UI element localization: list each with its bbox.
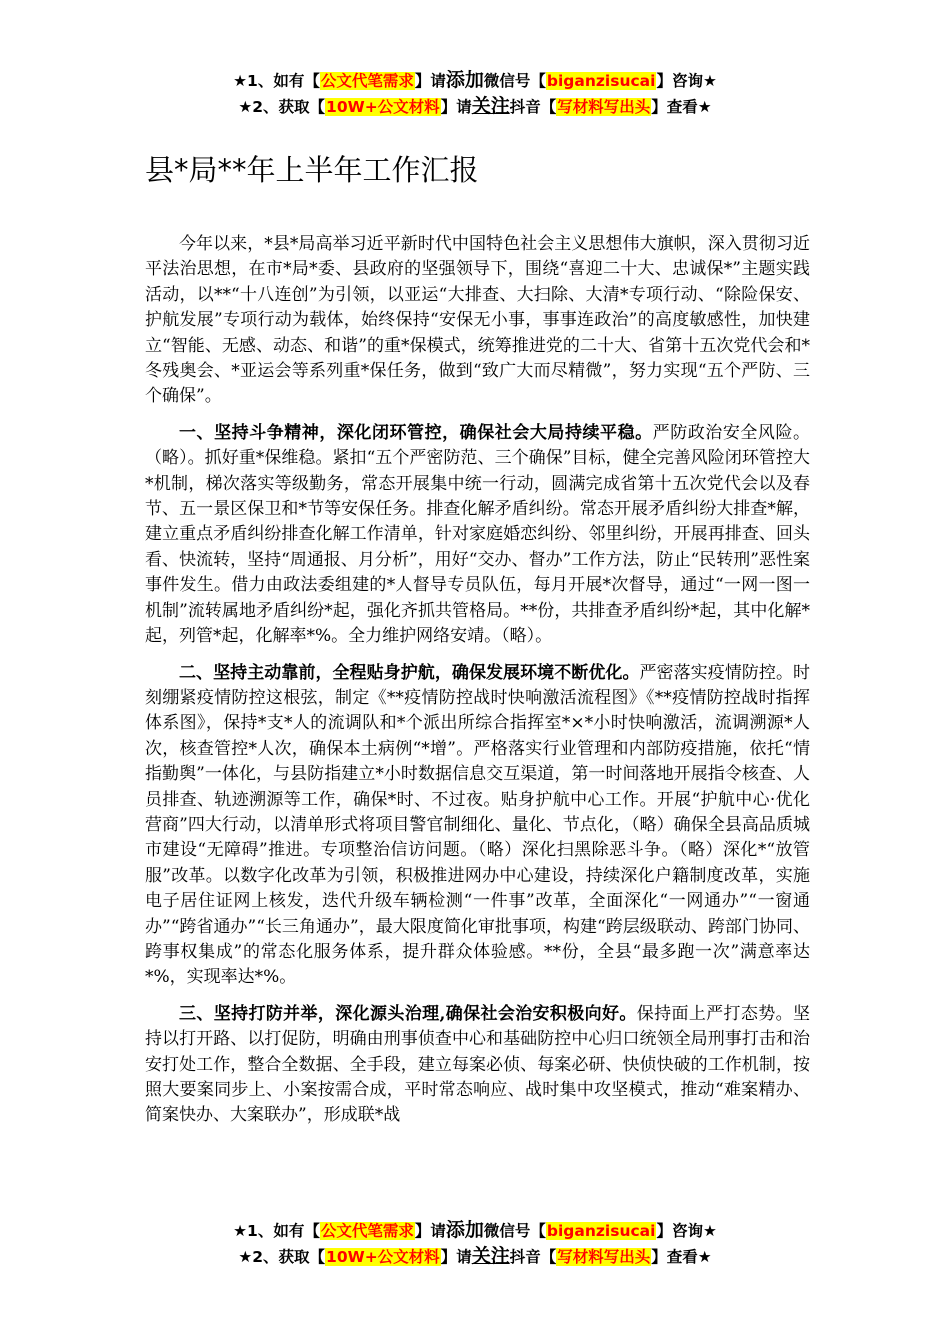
promo-text: 】请: [440, 98, 472, 116]
promo-text: ★1、如有【: [233, 1222, 320, 1240]
promo-text: 】咨询★: [656, 72, 717, 90]
promo-line-1: [0, 1218, 950, 1244]
document-title: 县*局**年上半年工作汇报: [145, 153, 479, 187]
promo-line-2: [0, 94, 950, 120]
section-1-heading: 一、坚持斗争精神，深化闭环管控，确保社会大局持续平稳。: [179, 422, 653, 443]
promo-highlight-wechat: biganzisucai: [546, 1222, 656, 1240]
promo-text: 】查看★: [651, 98, 712, 116]
section-3-paragraph: [145, 1002, 810, 1129]
section-3-text: 保持面上严打态势。坚持以打开路、以打促防，明确由刑事侦查中心和基础防控中心归口统领全局刑事打击和治安打处工作，整合全数据、全手段，建立每案必侦、每案必研、快侦快破的工作机制，按照大要案同步上、小案按需合成，平时常态响应、战时集中攻坚模式，推动“难案精办、简案快办、大案联办”，形成联*战: [145, 1003, 811, 1126]
promo-emphasis: 添加: [445, 69, 484, 91]
promo-banner-bottom: [0, 1218, 950, 1270]
promo-text: 抖音【: [509, 98, 557, 116]
section-2-heading: 二、坚持主动靠前，全程贴身护航，确保发展环境不断优化。: [179, 662, 640, 683]
promo-highlight-douyin: 写材料写出头: [557, 1248, 651, 1266]
promo-emphasis-underlined: 关注: [471, 1245, 510, 1267]
promo-banner-top: [0, 68, 950, 120]
promo-line-2: [0, 1244, 950, 1270]
section-2-text: 严密落实疫情防控。时刻绷紧疫情防控这根弦，制定《**疫情防控战时快响激活流程图》《**疫情防控战时指挥体系图》，保持*支*人的流调队和*个派出所综合指挥室*×*小时快响激活，流调溯源*人次，核查管控*人次，确保本土病例“*增”。严格落实行业管理和内部防疫措施，依托“情指勤舆”一体化，与县防指建立*小时数据信息交互渠道，第一时间落地开展指令核查、人员排查、轨迹溯源等工作，确保*时、不过夜。贴身护航中心工作。开展“护航中心·优化营商”四大行动，以清单形式将项目警官制细化、量化、节点化，（略）确保全县高品质城市建设“无障碍”推进。专项整治信访问题。（略）深化扫黑除恶斗争。（略）深化*“放管服”改革。以数字化改革为引领，积极推进网办中心建设，持续深化户籍制度改革，实施电子居住证网上核发，迭代升级车辆检测“一件事”改革，全面深化“一网通办”“一窗通办”“跨省通办”“长三角通办”，最大限度简化审批事项，构建“跨层级联动、跨部门协同、跨事权集成”的常态化服务体系，提升群众体验感。**份，全县“最多跑一次”满意率达*%，实现率达*%。: [145, 662, 810, 988]
promo-highlight-wechat: biganzisucai: [546, 72, 656, 90]
promo-text: 】请: [440, 1248, 472, 1266]
section-2-paragraph: [145, 661, 810, 991]
promo-line-1: [0, 68, 950, 94]
promo-emphasis-underlined: 关注: [471, 95, 510, 117]
section-1-paragraph: [145, 421, 810, 650]
promo-text: ★1、如有【: [233, 72, 320, 90]
section-3-heading: 三、坚持打防并举，深化源头治理,确保社会治安积极向好。: [179, 1003, 637, 1024]
promo-text: 】请: [414, 72, 446, 90]
promo-highlight: 公文代笔需求: [320, 72, 414, 90]
intro-paragraph: 今年以来，*县*局高举习近平新时代中国特色社会主义思想伟大旗帜，深入贯彻习近平法治思想，在市*局*委、县政府的坚强领导下，围绕“喜迎二十大、忠诚保*”主题实践活动，以**“十八连创”为引领，以亚运“大排查、大扫除、大清*专项行动、“除险保安、护航发展”专项行动为载体，始终保持“安保无小事，事事连政治”的高度敏感性，加快建立“智能、无感、动态、和谐”的重*保模式，统筹推进党的二十大、省第十五次党代会和*冬残奥会、*亚运会等系列重*保任务，做到“致广大而尽精微”，努力实现“五个严防、三个确保”。: [145, 234, 810, 407]
document-body: [145, 232, 810, 1129]
promo-emphasis: 添加: [445, 1219, 484, 1241]
promo-text: 】请: [414, 1222, 446, 1240]
promo-highlight: 10W+公文材料: [326, 98, 440, 116]
promo-text: 微信号【: [483, 1222, 546, 1240]
promo-text: 】查看★: [651, 1248, 712, 1266]
promo-text: 抖音【: [509, 1248, 557, 1266]
promo-text: ★2、获取【: [238, 1248, 326, 1266]
promo-text: ★2、获取【: [238, 98, 326, 116]
promo-text: 】咨询★: [656, 1222, 717, 1240]
promo-text: 微信号【: [483, 72, 546, 90]
promo-highlight: 10W+公文材料: [326, 1248, 440, 1266]
promo-highlight-douyin: 写材料写出头: [557, 98, 651, 116]
section-1-text: 严防政治安全风险。（略）。抓好重*保维稳。紧扣“五个严密防范、三个确保”目标，健全完善风险闭环管控大*机制，梯次落实等级勤务，常态开展集中统一行动，圆满完成省第十五次党代会以及春节、五一景区保卫和*节等安保任务。排查化解矛盾纠纷。常态开展矛盾纠纷大排查*解，建立重点矛盾纠纷排查化解工作清单，针对家庭婚恋纠纷、邻里纠纷，开展再排查、回头看、快流转，坚持“周通报、月分析”，用好“交办、督办”工作方法，防止“民转刑”恶性案事件发生。借力由政法委组建的*人督导专员队伍，每月开展*次督导，通过“一网一图一机制”流转属地矛盾纠纷*起，强化齐抓共管格局。**份，共排查矛盾纠纷*起，其中化解*起，列管*起，化解率*%。全力维护网络安靖。（略）。: [145, 422, 810, 647]
promo-highlight: 公文代笔需求: [320, 1222, 414, 1240]
